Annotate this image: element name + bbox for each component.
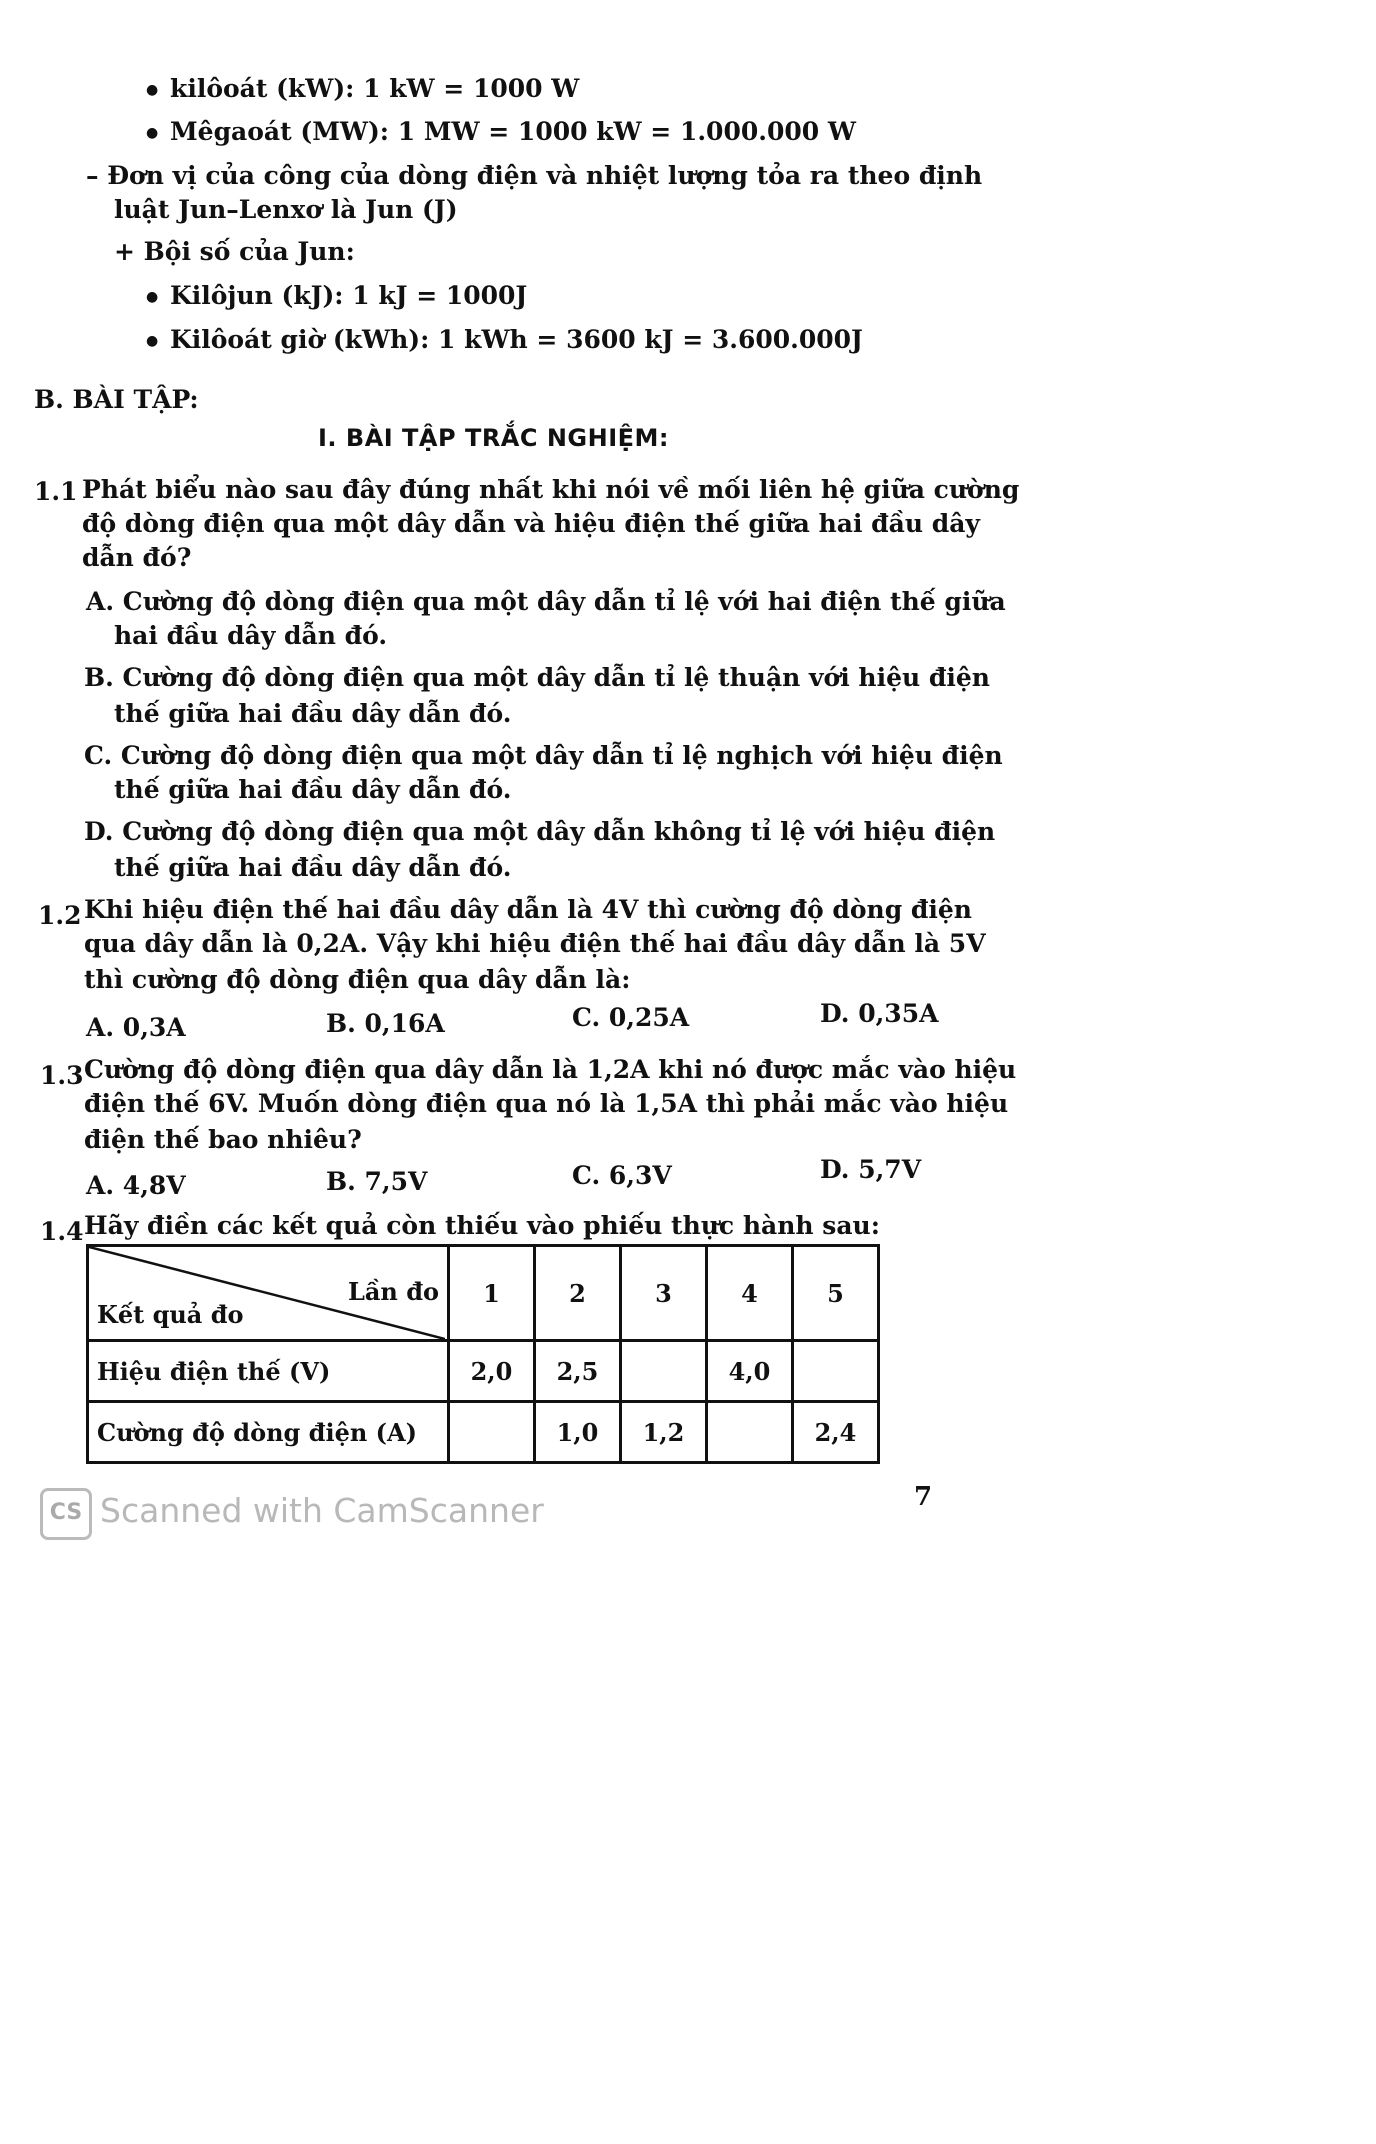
corner-label-measurement: Lần đo bbox=[347, 1277, 439, 1306]
unit-kj: ● Kilôjun (kJ): 1 kJ = 1000J bbox=[170, 280, 527, 312]
q3-option-b: B. 7,5V bbox=[326, 1167, 428, 1196]
table-header-cell: 3 bbox=[621, 1246, 707, 1341]
unit-kw: ● kilôoát (kW): 1 kW = 1000 W bbox=[170, 73, 579, 105]
q3-option-c: C. 6,3V bbox=[572, 1161, 672, 1190]
q1-option-c-1: C. Cường độ dòng điện qua một dây dẫn tỉ lệ nghịch với hiệu điện bbox=[84, 741, 1003, 770]
table-header-cell: 1 bbox=[449, 1246, 535, 1341]
q3-line-2: điện thế 6V. Muốn dòng điện qua nó là 1,5A thì phải mắc vào hiệu bbox=[84, 1089, 1009, 1118]
table-header-cell: 2 bbox=[535, 1246, 621, 1341]
q3-option-a: A. 4,8V bbox=[86, 1171, 186, 1200]
q1-option-b-2: thế giữa hai đầu dây dẫn đó. bbox=[114, 699, 512, 728]
q2-option-a: A. 0,3A bbox=[86, 1013, 186, 1042]
q3-line-3: điện thế bao nhiêu? bbox=[84, 1125, 362, 1154]
table-cell: 2,0 bbox=[449, 1341, 535, 1402]
table-cell bbox=[793, 1341, 879, 1402]
q1-option-b-1: B. Cường độ dòng điện qua một dây dẫn tỉ lệ thuận với hiệu điện bbox=[84, 663, 990, 692]
q1-line-2: độ dòng điện qua một dây dẫn và hiệu điện thế giữa hai đầu dây bbox=[82, 509, 980, 538]
q2-option-c: C. 0,25A bbox=[572, 1003, 690, 1032]
q1-option-d-1: D. Cường độ dòng điện qua một dây dẫn không tỉ lệ với hiệu điện bbox=[84, 817, 996, 846]
q2-line-2: qua dây dẫn là 0,2A. Vậy khi hiệu điện thế hai đầu dây dẫn là 5V bbox=[84, 929, 986, 958]
table-row bbox=[88, 1402, 879, 1463]
joule-multiples: + Bội số của Jun: bbox=[114, 237, 355, 266]
work-unit-line-2: luật Jun–Lenxơ là Jun (J) bbox=[114, 195, 458, 224]
work-unit-line-1: – Đơn vị của công của dòng điện và nhiệt lượng tỏa ra theo định bbox=[86, 161, 983, 190]
table-cell bbox=[621, 1341, 707, 1402]
table-row bbox=[88, 1341, 879, 1402]
section-subtitle: I. BÀI TẬP TRẮC NGHIỆM: bbox=[318, 424, 670, 452]
section-title: B. BÀI TẬP: bbox=[34, 385, 199, 414]
table-cell: 4,0 bbox=[707, 1341, 793, 1402]
q1-option-a-2: hai đầu dây dẫn đó. bbox=[114, 621, 388, 650]
table-cell: 2,5 bbox=[535, 1341, 621, 1402]
table-cell: 2,4 bbox=[793, 1402, 879, 1463]
unit-mw: ● Mêgaoát (MW): 1 MW = 1000 kW = 1.000.000 W bbox=[170, 116, 856, 148]
q1-option-d-2: thế giữa hai đầu dây dẫn đó. bbox=[114, 853, 512, 882]
table-cell bbox=[449, 1402, 535, 1463]
unit-kwh: ● Kilôoát giờ (kWh): 1 kWh = 3600 kJ = 3.600.000J bbox=[170, 324, 863, 356]
q1-number: 1.1 bbox=[34, 477, 78, 506]
table-cell: 1,0 bbox=[535, 1402, 621, 1463]
table-cell: 1,2 bbox=[621, 1402, 707, 1463]
q3-line-1: Cường độ dòng điện qua dây dẫn là 1,2A khi nó được mắc vào hiệu bbox=[84, 1055, 1017, 1084]
table-cell bbox=[707, 1402, 793, 1463]
scanner-watermark: Scanned with CamScanner bbox=[100, 1491, 544, 1530]
q3-number: 1.3 bbox=[40, 1061, 84, 1090]
q1-line-3: dẫn đó? bbox=[82, 543, 192, 572]
row-label-voltage: Hiệu điện thế (V) bbox=[88, 1341, 449, 1402]
table-header-cell: 4 bbox=[707, 1246, 793, 1341]
q1-line-1: Phát biểu nào sau đây đúng nhất khi nói về mối liên hệ giữa cường bbox=[82, 475, 1020, 504]
table-header-row bbox=[88, 1246, 879, 1341]
row-label-current: Cường độ dòng điện (A) bbox=[88, 1402, 449, 1463]
table-header-cell: 5 bbox=[793, 1246, 879, 1341]
q3-option-d: D. 5,7V bbox=[820, 1155, 922, 1184]
q1-option-c-2: thế giữa hai đầu dây dẫn đó. bbox=[114, 775, 512, 804]
camscanner-logo-icon: CS bbox=[40, 1488, 92, 1540]
table-corner-cell bbox=[88, 1246, 449, 1341]
q1-option-a-1: A. Cường độ dòng điện qua một dây dẫn tỉ lệ với hai điện thế giữa bbox=[86, 587, 1006, 616]
q2-line-1: Khi hiệu điện thế hai đầu dây dẫn là 4V thì cường độ dòng điện bbox=[84, 895, 972, 924]
page-number: 7 bbox=[914, 1482, 933, 1512]
corner-label-result: Kết quả đo bbox=[97, 1300, 244, 1329]
q4-number: 1.4 bbox=[40, 1217, 84, 1246]
q2-option-b: B. 0,16A bbox=[326, 1009, 445, 1038]
q2-line-3: thì cường độ dòng điện qua dây dẫn là: bbox=[84, 965, 631, 994]
q4-line-1: Hãy điền các kết quả còn thiếu vào phiếu thực hành sau: bbox=[84, 1211, 880, 1240]
q2-number: 1.2 bbox=[38, 901, 82, 930]
q2-option-d: D. 0,35A bbox=[820, 999, 939, 1028]
practice-sheet-table bbox=[86, 1244, 880, 1464]
